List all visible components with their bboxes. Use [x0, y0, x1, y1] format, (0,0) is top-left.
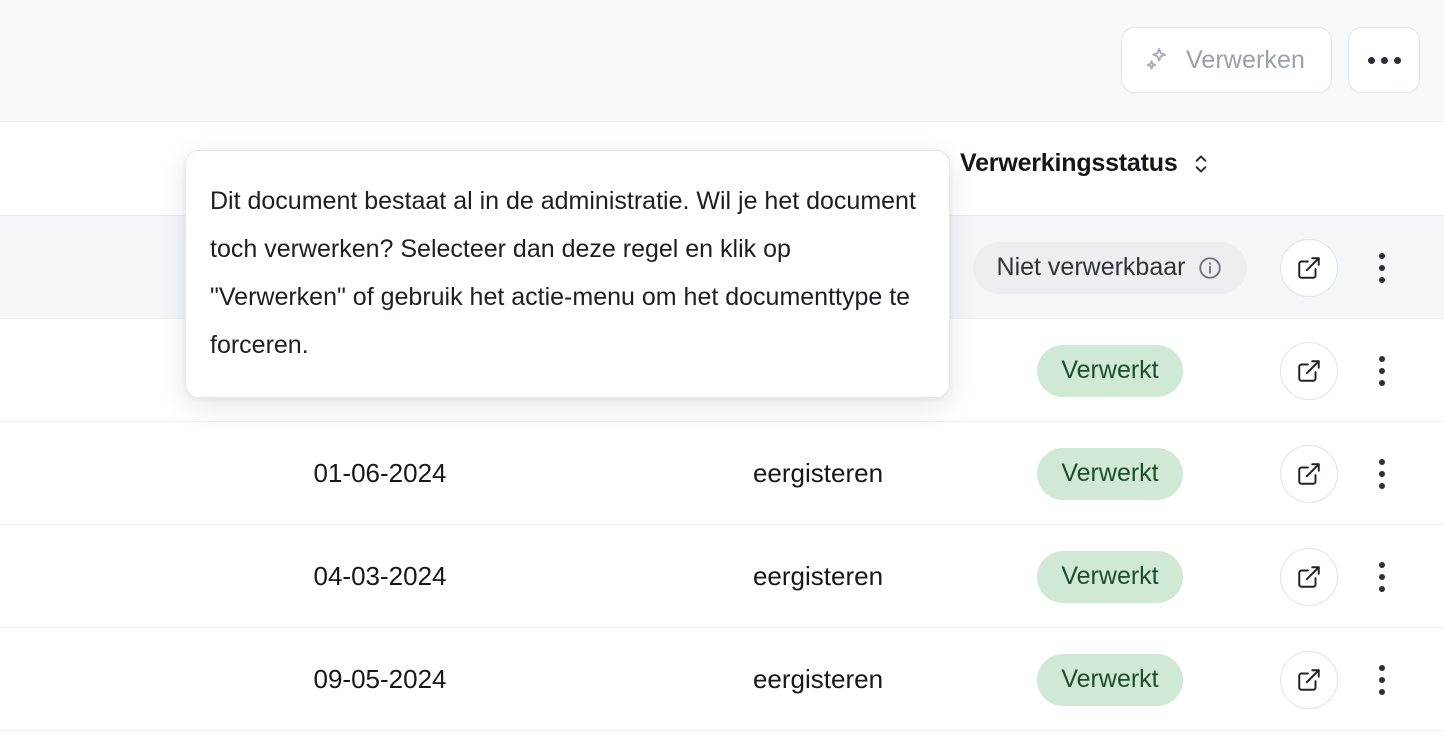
cell-status [960, 319, 1260, 422]
column-header-label: Verwerkingsstatus [960, 149, 1178, 177]
open-external-button[interactable] [1280, 445, 1338, 503]
dot [1379, 277, 1385, 283]
cell-date: 09-05-2024 [313, 664, 447, 694]
status-badge-label: Verwerkt [1061, 665, 1159, 693]
cell-open-action [1278, 525, 1340, 628]
external-link-icon [1296, 564, 1322, 590]
table-row[interactable] [0, 525, 1444, 628]
sort-updown-icon[interactable] [1192, 151, 1210, 177]
table-row[interactable] [0, 628, 1444, 731]
more-horizontal-icon[interactable] [1348, 27, 1420, 93]
dot [1379, 574, 1385, 580]
dot [1368, 57, 1375, 64]
sparkle-icon [1144, 46, 1172, 74]
status-badge-label: Verwerkt [1061, 459, 1159, 487]
dot [1379, 356, 1385, 362]
status-badge-label: Verwerkt [1061, 562, 1159, 590]
status-badge [973, 242, 1248, 294]
cell-date: 04-03-2024 [313, 561, 447, 591]
open-external-button[interactable] [1280, 342, 1338, 400]
dot [1379, 368, 1385, 374]
top-toolbar [0, 0, 1444, 122]
dot [1379, 586, 1385, 592]
open-external-button[interactable] [1280, 239, 1338, 297]
toolbar-actions [1121, 27, 1420, 93]
cell-open-action [1278, 422, 1340, 525]
external-link-icon [1296, 461, 1322, 487]
cell-date: 01-06-2024 [313, 458, 447, 488]
row-menu-button[interactable] [1358, 216, 1406, 319]
dot [1379, 562, 1385, 568]
dot [1394, 57, 1401, 64]
dot [1379, 471, 1385, 477]
dot [1379, 677, 1385, 683]
tooltip-popover [185, 150, 950, 398]
dot [1379, 689, 1385, 695]
process-button[interactable] [1121, 27, 1332, 93]
dot [1379, 253, 1385, 259]
external-link-icon [1296, 667, 1322, 693]
cell-status [960, 628, 1260, 731]
cell-status [960, 422, 1260, 525]
dot [1379, 665, 1385, 671]
status-badge [1037, 551, 1182, 603]
column-header-verwerkingsstatus[interactable] [960, 149, 1210, 178]
row-menu-button[interactable] [1358, 422, 1406, 525]
dot [1379, 265, 1385, 271]
cell-status [960, 216, 1260, 319]
external-link-icon [1296, 358, 1322, 384]
cell-period: eergisteren [752, 561, 884, 591]
dot [1379, 483, 1385, 489]
row-menu-button[interactable] [1358, 319, 1406, 422]
table-row[interactable] [0, 422, 1444, 525]
dot [1381, 57, 1388, 64]
process-button-label: Verwerken [1185, 45, 1305, 74]
status-badge [1037, 448, 1182, 500]
tooltip-text: Dit document bestaat al in de administratie. Wil je het document toch verwerken? Selecteer dan deze regel en klik op "Verwerken" of gebruik het actie-menu om het documenttype te forceren. [210, 187, 916, 359]
dot [1379, 459, 1385, 465]
status-badge [1037, 654, 1182, 706]
cell-open-action [1278, 628, 1340, 731]
cell-status [960, 525, 1260, 628]
dot [1379, 380, 1385, 386]
cell-period: eergisteren [752, 664, 884, 694]
cell-period: eergisteren [752, 458, 884, 488]
cell-open-action [1278, 216, 1340, 319]
row-menu-button[interactable] [1358, 628, 1406, 731]
info-icon[interactable] [1197, 255, 1223, 281]
open-external-button[interactable] [1280, 651, 1338, 709]
status-badge [1037, 345, 1182, 397]
status-badge-label: Verwerkt [1061, 356, 1159, 384]
status-badge-label: Niet verwerkbaar [996, 253, 1186, 281]
open-external-button[interactable] [1280, 548, 1338, 606]
external-link-icon [1296, 255, 1322, 281]
row-menu-button[interactable] [1358, 525, 1406, 628]
cell-open-action [1278, 319, 1340, 422]
